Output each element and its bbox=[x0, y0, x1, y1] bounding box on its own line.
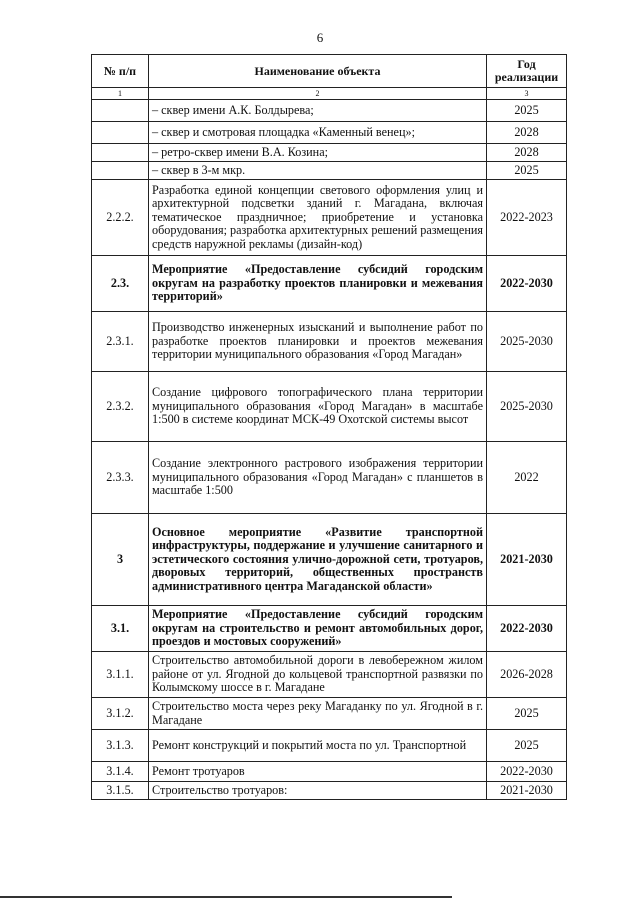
page-number: 6 bbox=[316, 30, 324, 45]
table-row bbox=[92, 514, 567, 606]
row-number: 2.3.1. bbox=[92, 312, 149, 372]
row-year: 2022-2023 bbox=[487, 180, 567, 256]
row-name: Ремонт конструкций и покрытий моста по ул. Транспортной bbox=[149, 730, 487, 762]
table-row bbox=[92, 144, 567, 162]
table-row bbox=[92, 312, 567, 372]
row-year: 2025-2030 bbox=[487, 372, 567, 442]
table-row bbox=[92, 762, 567, 782]
row-name: Мероприятие «Предоставление субсидий городским округам на строительство и ремонт автомобильных дорог, проездов и мостовых сооружений» bbox=[149, 606, 487, 652]
row-number bbox=[92, 144, 149, 162]
row-name: Мероприятие «Предоставление субсидий городским округам на разработку проектов планировки и межевания территорий» bbox=[149, 256, 487, 312]
table-row bbox=[92, 442, 567, 514]
row-name: Разработка единой концепции светового оформления улиц и архитектурной подсветки зданий г. Магадана, включая тематическое праздничное; приобретение и установка оборудования; разработка архитектурных решений размещения средств наружной рекламы (дизайн-код) bbox=[149, 180, 487, 256]
table-row bbox=[92, 256, 567, 312]
row-name: – сквер и смотровая площадка «Каменный венец»; bbox=[149, 122, 487, 144]
row-year: 2025 bbox=[487, 100, 567, 122]
row-name: Ремонт тротуаров bbox=[149, 762, 487, 782]
row-number: 3.1. bbox=[92, 606, 149, 652]
table-row bbox=[92, 162, 567, 180]
row-year: 2022 bbox=[487, 442, 567, 514]
row-name: Создание электронного растрового изображения территории муниципального образования «Город Магадан» с планшетов в масштабе 1:500 bbox=[149, 442, 487, 514]
row-name: – сквер имени А.К. Болдырева; bbox=[149, 100, 487, 122]
row-name: Строительство автомобильной дороги в левобережном жилом районе от ул. Ягодной до кольцевой транспортной развязки по Колымскому шоссе в г. Магадане bbox=[149, 652, 487, 698]
row-year: 2022-2030 bbox=[487, 762, 567, 782]
row-number: 2.3.2. bbox=[92, 372, 149, 442]
table-row bbox=[92, 730, 567, 762]
row-year: 2025 bbox=[487, 162, 567, 180]
row-number bbox=[92, 100, 149, 122]
row-number: 3 bbox=[92, 514, 149, 606]
row-year: 2028 bbox=[487, 144, 567, 162]
row-number: 2.2.2. bbox=[92, 180, 149, 256]
row-year: 2028 bbox=[487, 122, 567, 144]
row-number: 3.1.3. bbox=[92, 730, 149, 762]
row-number bbox=[92, 162, 149, 180]
table-row bbox=[92, 698, 567, 730]
footer-rule bbox=[0, 896, 452, 898]
table-row bbox=[92, 372, 567, 442]
row-name: Основное мероприятие «Развитие транспортной инфраструктуры, поддержание и улучшение санитарного и эстетического состояния улично-дорожной сети, тротуаров, дворовых территорий, общественных пространств административного центра Магаданской области» bbox=[149, 514, 487, 606]
row-number bbox=[92, 122, 149, 144]
header-year: Год реализации bbox=[487, 55, 567, 88]
column-index-row bbox=[92, 88, 567, 100]
row-name: Строительство тротуаров: bbox=[149, 782, 487, 800]
row-name: – ретро-сквер имени В.А. Козина; bbox=[149, 144, 487, 162]
row-year: 2025-2030 bbox=[487, 312, 567, 372]
table-row bbox=[92, 782, 567, 800]
table-row bbox=[92, 652, 567, 698]
row-number: 2.3. bbox=[92, 256, 149, 312]
row-number: 2.3.3. bbox=[92, 442, 149, 514]
row-number: 3.1.1. bbox=[92, 652, 149, 698]
table-header-row bbox=[92, 55, 567, 88]
row-year: 2021-2030 bbox=[487, 782, 567, 800]
row-number: 3.1.2. bbox=[92, 698, 149, 730]
row-name: Строительство моста через реку Магаданку по ул. Ягодной в г. Магадане bbox=[149, 698, 487, 730]
column-index: 3 bbox=[487, 88, 567, 100]
table-row bbox=[92, 122, 567, 144]
row-year: 2022-2030 bbox=[487, 256, 567, 312]
row-year: 2025 bbox=[487, 698, 567, 730]
row-number: 3.1.4. bbox=[92, 762, 149, 782]
objects-table bbox=[91, 54, 567, 800]
row-year: 2021-2030 bbox=[487, 514, 567, 606]
row-name: – сквер в 3-м мкр. bbox=[149, 162, 487, 180]
row-year: 2022-2030 bbox=[487, 606, 567, 652]
row-name: Создание цифрового топографического плана территории муниципального образования «Город Магадан» в масштабе 1:500 в системе координат МСК-49 Охотской системы высот bbox=[149, 372, 487, 442]
column-index: 1 bbox=[92, 88, 149, 100]
column-index: 2 bbox=[149, 88, 487, 100]
row-number: 3.1.5. bbox=[92, 782, 149, 800]
table-row bbox=[92, 606, 567, 652]
table-row bbox=[92, 180, 567, 256]
header-num: № п/п bbox=[92, 55, 149, 88]
row-name: Производство инженерных изысканий и выполнение работ по разработке проектов планировки и проектов межевания территории муниципального образования «Город Магадан» bbox=[149, 312, 487, 372]
table-row bbox=[92, 100, 567, 122]
row-year: 2025 bbox=[487, 730, 567, 762]
row-year: 2026-2028 bbox=[487, 652, 567, 698]
header-name: Наименование объекта bbox=[149, 55, 487, 88]
